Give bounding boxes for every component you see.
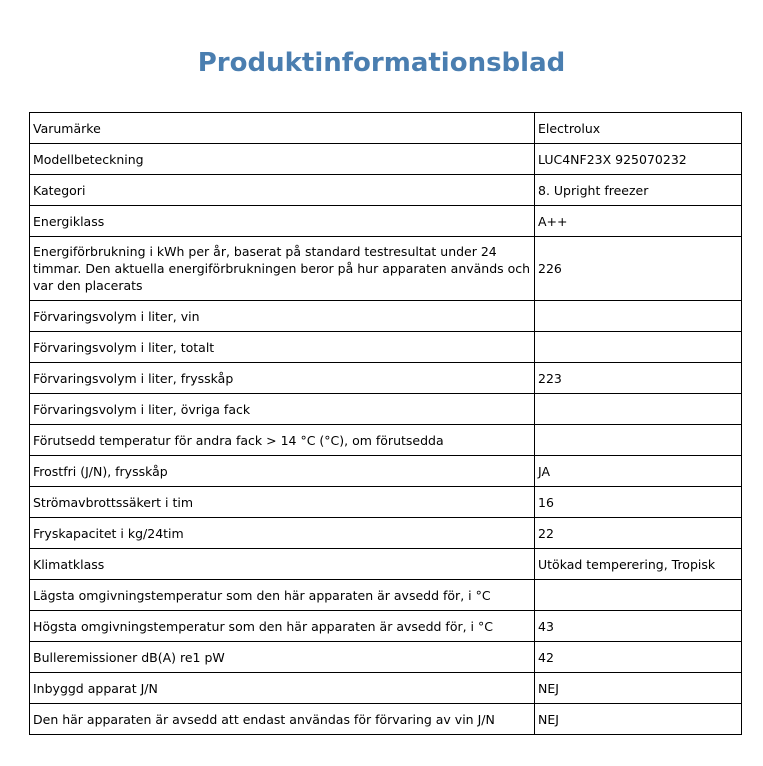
- row-value: LUC4NF23X 925070232: [535, 144, 742, 175]
- table-row: [30, 673, 742, 704]
- row-value: 223: [535, 363, 742, 394]
- table-row: [30, 113, 742, 144]
- table-row: [30, 237, 742, 301]
- row-value: Utökad temperering, Tropisk: [535, 549, 742, 580]
- table-row: [30, 580, 742, 611]
- table-row: [30, 642, 742, 673]
- row-label: Inbyggd apparat J/N: [30, 673, 535, 704]
- row-value: 226: [535, 237, 742, 301]
- row-value: [535, 301, 742, 332]
- row-label: Förvaringsvolym i liter, frysskåp: [30, 363, 535, 394]
- product-info-table: [29, 112, 742, 735]
- row-value: [535, 425, 742, 456]
- table-row: [30, 332, 742, 363]
- row-label: Fryskapacitet i kg/24tim: [30, 518, 535, 549]
- row-label: Modellbeteckning: [30, 144, 535, 175]
- row-value: [535, 332, 742, 363]
- row-value: 42: [535, 642, 742, 673]
- row-value: 8. Upright freezer: [535, 175, 742, 206]
- page-title: Produktinformationsblad: [197, 48, 566, 78]
- table-row: [30, 487, 742, 518]
- table-row: [30, 611, 742, 642]
- table-row: [30, 206, 742, 237]
- table-row: [30, 549, 742, 580]
- table-row: [30, 425, 742, 456]
- row-value: 22: [535, 518, 742, 549]
- row-label: Förutsedd temperatur för andra fack > 14 °C (°C), om förutsedda: [30, 425, 535, 456]
- row-label: Energiklass: [30, 206, 535, 237]
- row-label: Högsta omgivningstemperatur som den här apparaten är avsedd för, i °C: [30, 611, 535, 642]
- table-row: [30, 394, 742, 425]
- row-label: Varumärke: [30, 113, 535, 144]
- row-value: NEJ: [535, 704, 742, 735]
- row-label: Kategori: [30, 175, 535, 206]
- row-value: 16: [535, 487, 742, 518]
- row-label: Förvaringsvolym i liter, vin: [30, 301, 535, 332]
- table-row: [30, 301, 742, 332]
- row-value: NEJ: [535, 673, 742, 704]
- row-value: Electrolux: [535, 113, 742, 144]
- table-row: [30, 704, 742, 735]
- table-row: [30, 144, 742, 175]
- row-label: Förvaringsvolym i liter, övriga fack: [30, 394, 535, 425]
- row-value: JA: [535, 456, 742, 487]
- row-value: [535, 394, 742, 425]
- table-row: [30, 518, 742, 549]
- table-row: [30, 363, 742, 394]
- row-value: [535, 580, 742, 611]
- row-value: 43: [535, 611, 742, 642]
- row-label: Frostfri (J/N), frysskåp: [30, 456, 535, 487]
- table-row: [30, 175, 742, 206]
- row-label: Strömavbrottssäkert i tim: [30, 487, 535, 518]
- table-row: [30, 456, 742, 487]
- row-label: Den här apparaten är avsedd att endast användas för förvaring av vin J/N: [30, 704, 535, 735]
- row-label: Lägsta omgivningstemperatur som den här apparaten är avsedd för, i °C: [30, 580, 535, 611]
- row-label: Klimatklass: [30, 549, 535, 580]
- row-label: Energiförbrukning i kWh per år, baserat på standard testresultat under 24 timmar. Den aktuella energiförbrukningen beror på hur apparaten används och var den placerats: [30, 237, 535, 301]
- row-label: Förvaringsvolym i liter, totalt: [30, 332, 535, 363]
- row-value: A++: [535, 206, 742, 237]
- row-label: Bulleremissioner dB(A) re1 pW: [30, 642, 535, 673]
